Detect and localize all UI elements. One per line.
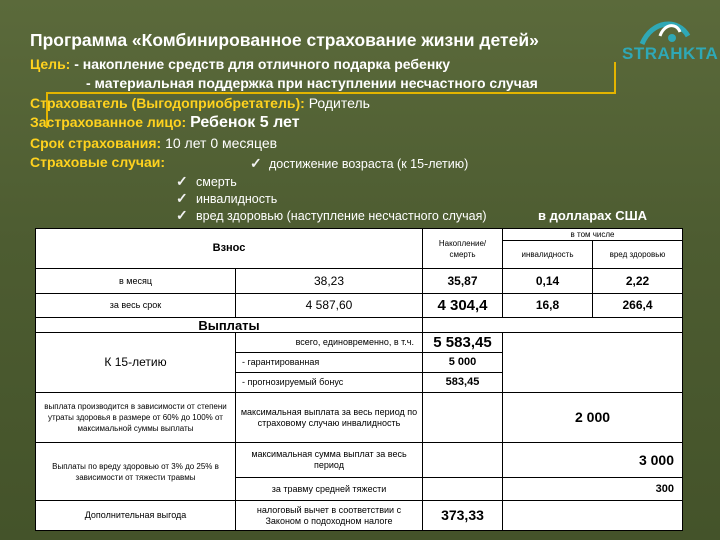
event-item-1: достижение возраста (к 15-летию) bbox=[269, 157, 469, 171]
currency-note: в долларах США bbox=[538, 208, 648, 223]
full-term-health: 266,4 bbox=[593, 294, 683, 318]
including-header: в том числе bbox=[503, 229, 683, 241]
insurer-value: Родитель bbox=[308, 95, 370, 111]
goal-line-2: - материальная поддержка при наступлении несчастного случая bbox=[86, 75, 538, 91]
monthly-total: 38,23 bbox=[236, 269, 423, 294]
monthly-health: 2,22 bbox=[593, 269, 683, 294]
contribution-header: Взнос bbox=[36, 229, 423, 269]
full-term-disability: 16,8 bbox=[503, 294, 593, 318]
table-row bbox=[36, 269, 683, 294]
goal-line bbox=[30, 56, 450, 72]
insured-value: Ребенок 5 лет bbox=[190, 114, 300, 131]
full-term-total: 4 587,60 bbox=[236, 294, 423, 318]
company-logo bbox=[622, 14, 719, 72]
guaranteed-label: - гарантированная bbox=[236, 353, 423, 373]
table-row bbox=[36, 333, 683, 353]
term-value: 10 лет 0 месяцев bbox=[165, 135, 278, 151]
frame-line-right bbox=[614, 62, 616, 94]
insurance-table bbox=[35, 228, 683, 531]
table-row bbox=[36, 393, 683, 443]
event-item-3: инвалидность bbox=[196, 192, 278, 206]
checkmark-icon: ✓ bbox=[176, 190, 188, 206]
goal-label: Цель: bbox=[30, 56, 71, 72]
logo-text: STRAHKTA bbox=[622, 44, 719, 63]
guaranteed-value: 5 000 bbox=[423, 353, 503, 373]
event-item-2: смерть bbox=[196, 175, 237, 189]
events-label bbox=[30, 154, 165, 170]
lump-sum-label: всего, единовременно, в т.ч. bbox=[236, 333, 423, 353]
col-health-header: вред здоровью bbox=[593, 241, 683, 269]
disability-max-value: 2 000 bbox=[503, 393, 683, 443]
health-note: Выплаты по вреду здоровью от 3% до 25% в зависимости от тяжести травмы bbox=[36, 443, 236, 501]
disability-note: выплата производится в зависимости от степени утраты здоровья в размере от 60% до 100% от максимальной суммы выплаты bbox=[36, 393, 236, 443]
table-row bbox=[36, 294, 683, 318]
checkmark-icon: ✓ bbox=[176, 207, 188, 223]
full-term-label: за весь срок bbox=[36, 294, 236, 318]
events-label-text: Страховые случаи: bbox=[30, 154, 165, 170]
monthly-disability: 0,14 bbox=[503, 269, 593, 294]
insurer-label: Страхователь (Выгодоприобретатель): bbox=[30, 95, 305, 111]
term-label: Срок страхования: bbox=[30, 135, 162, 151]
slide-title: Программа «Комбинированное страхование жизни детей» bbox=[30, 30, 539, 50]
extra-benefit-desc: налоговый вычет в соответствии с Законом о подоходном налоге bbox=[236, 501, 423, 531]
event-item-4: вред здоровью (наступление несчастного случая) bbox=[196, 209, 487, 223]
age15-label: К 15-летию bbox=[36, 333, 236, 393]
lump-sum-value: 5 583,45 bbox=[423, 333, 503, 353]
extra-benefit-value: 373,33 bbox=[423, 501, 503, 531]
monthly-savings: 35,87 bbox=[423, 269, 503, 294]
health-max-label: максимальная сумма выплат за весь период bbox=[236, 443, 423, 478]
insured-line bbox=[30, 114, 300, 132]
insured-label: Застрахованное лицо: bbox=[30, 114, 187, 130]
goal-text-1: - накопление средств для отличного подарка ребенку bbox=[74, 56, 451, 72]
col-disability-header: инвалидность bbox=[503, 241, 593, 269]
extra-benefit-label: Дополнительная выгода bbox=[36, 501, 236, 531]
payouts-header: Выплаты bbox=[36, 318, 423, 333]
medium-injury-value: 300 bbox=[503, 478, 683, 501]
bonus-label: - прогнозируемый бонус bbox=[236, 373, 423, 393]
table-row bbox=[36, 443, 683, 478]
monthly-label: в месяц bbox=[36, 269, 236, 294]
medium-injury-label: за травму средней тяжести bbox=[236, 478, 423, 501]
disability-max-label: максимальная выплата за весь период по страховому случаю инвалидность bbox=[236, 393, 423, 443]
insurer-line bbox=[30, 95, 370, 111]
col-savings-header: Накопление/ смерть bbox=[423, 229, 503, 269]
frame-line-top bbox=[48, 92, 616, 94]
table-row bbox=[36, 501, 683, 531]
health-max-value: 3 000 bbox=[503, 443, 683, 478]
bonus-value: 583,45 bbox=[423, 373, 503, 393]
checkmark-icon: ✓ bbox=[176, 173, 188, 189]
term-line bbox=[30, 135, 277, 151]
checkmark-icon: ✓ bbox=[250, 155, 262, 171]
full-term-savings: 4 304,4 bbox=[423, 294, 503, 318]
